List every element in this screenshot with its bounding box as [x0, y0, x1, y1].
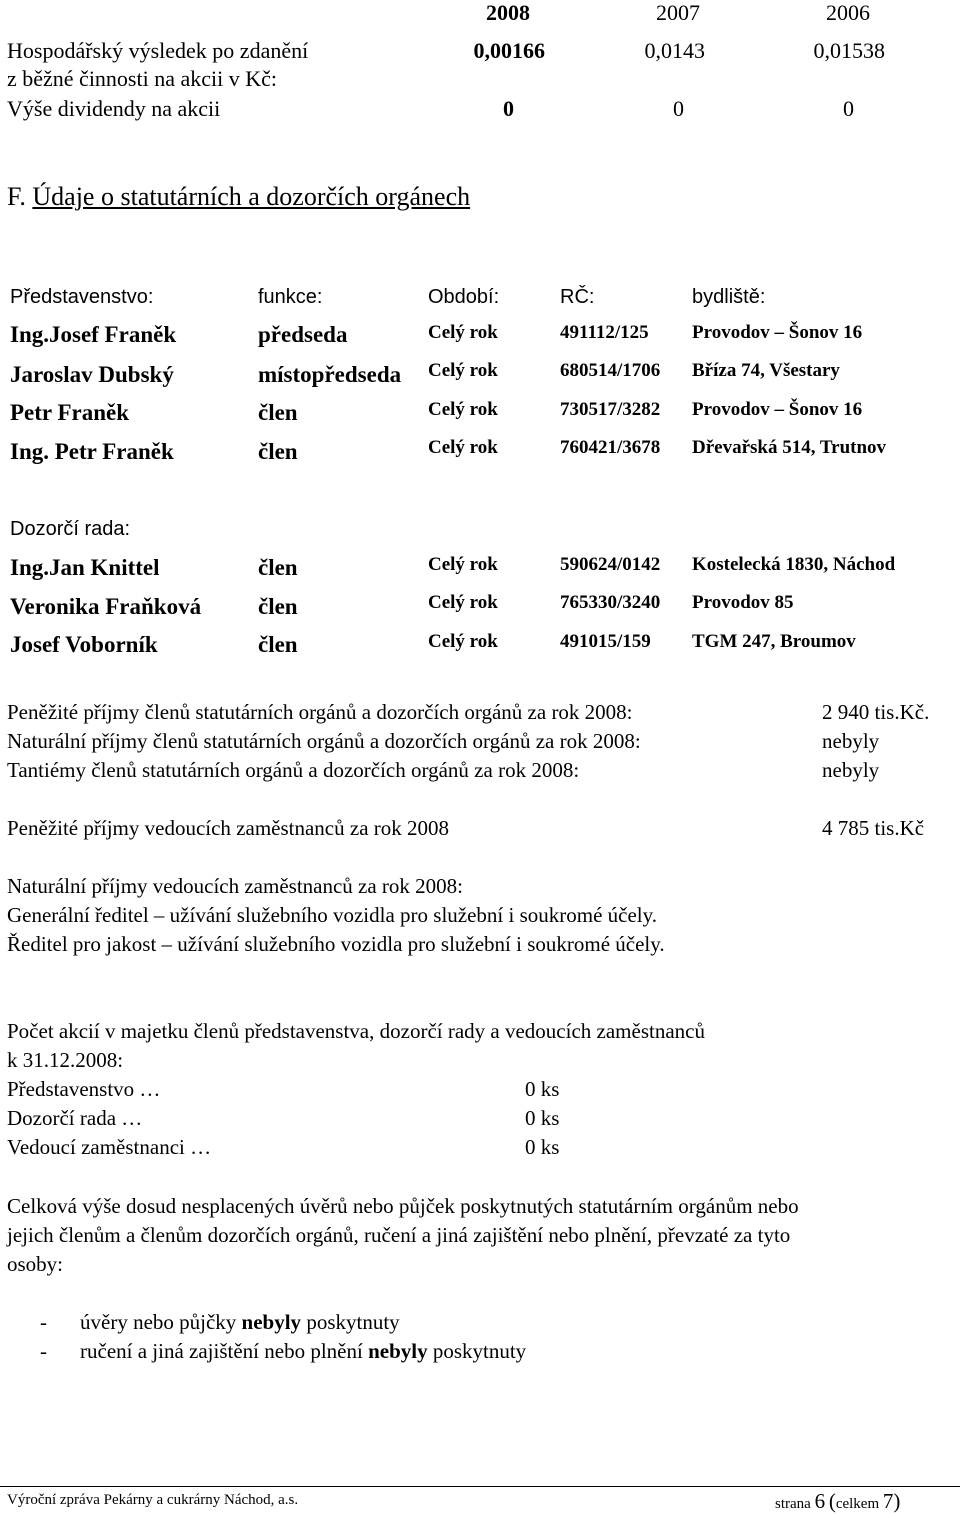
- shares-label: Představenstvo …: [7, 1077, 161, 1101]
- bullet-text: [80, 1339, 526, 1364]
- natural-income-line: Generální ředitel – užívání služebního vozidla pro služební i soukromé účely.: [7, 903, 658, 927]
- member-role: místopředseda: [258, 362, 402, 387]
- income-label: Naturální příjmy členů statutárních orgánů a dozorčích orgánů za rok 2008:: [7, 729, 641, 753]
- member-name: Petr Franěk: [10, 400, 130, 425]
- bullet-text-pre: úvěry nebo půjčky: [80, 1310, 242, 1334]
- shares-value: 0 ks: [525, 1106, 560, 1130]
- footer-title: Výroční zpráva Pekárny a cukrárny Náchod, a.s.: [7, 1492, 299, 1508]
- board-col-period: Období:: [428, 286, 500, 308]
- member-name: Ing. Petr Franěk: [10, 439, 174, 464]
- shares-value: 0 ks: [525, 1135, 560, 1159]
- footer-paren-open: (: [828, 1489, 836, 1513]
- member-address: Kostelecká 1830, Náchod: [692, 554, 896, 575]
- board-col-address: bydliště:: [692, 286, 766, 308]
- member-rc: 765330/3240: [560, 592, 661, 613]
- member-period: Celý rok: [428, 592, 498, 613]
- bullet-text: [80, 1310, 400, 1335]
- footer-total-pages: 7: [882, 1489, 894, 1513]
- shares-intro-line1: Počet akcií v majetku členů představenstva, dozorčí rady a vedoucích zaměstnanců: [7, 1019, 705, 1043]
- member-period: Celý rok: [428, 399, 498, 420]
- section-f-prefix: F.: [7, 182, 26, 211]
- member-address: Provodov 85: [692, 592, 794, 613]
- member-rc: 491015/159: [560, 631, 651, 652]
- shares-intro-line2: k 31.12.2008:: [7, 1048, 124, 1072]
- shares-label: Vedoucí zaměstnanci …: [7, 1135, 212, 1159]
- bullet-text-bold: nebyly: [368, 1339, 428, 1363]
- member-role: člen: [258, 439, 298, 464]
- row-label-profit-line2: z běžné činnosti na akcii v Kč:: [7, 66, 278, 91]
- member-address: TGM 247, Broumov: [692, 631, 856, 652]
- member-rc: 680514/1706: [560, 360, 661, 381]
- profit-2008: 0,00166: [473, 38, 545, 63]
- profit-2006: 0,01538: [813, 38, 885, 63]
- member-name: Jaroslav Dubský: [10, 362, 174, 387]
- member-address: Provodov – Šonov 16: [692, 322, 863, 343]
- footer-paren-close: ): [893, 1489, 901, 1513]
- year-header-2007: 2007: [656, 0, 700, 25]
- income-label: Peněžité příjmy vedoucích zaměstnanců za rok 2008: [7, 816, 450, 840]
- footer-divider: [0, 1486, 960, 1487]
- supervisory-heading: Dozorčí rada:: [10, 518, 131, 540]
- member-period: Celý rok: [428, 360, 498, 381]
- member-period: Celý rok: [428, 437, 498, 458]
- member-name: Veronika Fraňková: [10, 594, 202, 619]
- bullet-dash: -: [40, 1310, 47, 1334]
- bullet-text-pre: ručení a jiná zajištění nebo plnění: [80, 1339, 369, 1363]
- natural-income-heading: Naturální příjmy vedoucích zaměstnanců za rok 2008:: [7, 874, 464, 898]
- member-rc: 760421/3678: [560, 437, 661, 458]
- income-label: Tantiémy členů statutárních orgánů a dozorčích orgánů za rok 2008:: [7, 758, 580, 782]
- member-period: Celý rok: [428, 322, 498, 343]
- dividend-2007: 0: [673, 96, 684, 121]
- member-address: Provodov – Šonov 16: [692, 399, 863, 420]
- profit-2007: 0,0143: [644, 38, 705, 63]
- member-rc: 491112/125: [560, 322, 649, 343]
- loans-text-line: jejich členům a členům dozorčích orgánů, ručení a jiná zajištění nebo plnění, převzaté za tyto: [7, 1223, 791, 1247]
- loans-text-line: osoby:: [7, 1252, 64, 1276]
- bullet-dash: -: [40, 1339, 47, 1363]
- income-value: 2 940 tis.Kč.: [822, 700, 930, 724]
- member-name: Ing.Josef Franěk: [10, 322, 177, 347]
- dividend-2008: 0: [503, 96, 514, 121]
- member-role: předseda: [258, 322, 348, 347]
- member-rc: 730517/3282: [560, 399, 661, 420]
- shares-label: Dozorčí rada …: [7, 1106, 143, 1130]
- year-header-2008: 2008: [486, 0, 530, 25]
- member-period: Celý rok: [428, 554, 498, 575]
- section-f-title: Údaje o statutárních a dozorčích orgánech: [32, 182, 471, 211]
- income-value: 4 785 tis.Kč: [822, 816, 925, 840]
- member-role: člen: [258, 555, 298, 580]
- member-name: Ing.Jan Knittel: [10, 555, 160, 580]
- member-period: Celý rok: [428, 631, 498, 652]
- income-value: nebyly: [822, 729, 880, 753]
- member-rc: 590624/0142: [560, 554, 661, 575]
- bullet-text-post: poskytnuty: [301, 1310, 400, 1334]
- income-label: Peněžité příjmy členů statutárních orgánů a dozorčích orgánů za rok 2008:: [7, 700, 633, 724]
- footer-page-number: 6: [814, 1489, 826, 1513]
- member-role: člen: [258, 632, 298, 657]
- board-col-rc: RČ:: [560, 286, 595, 308]
- dividend-2006: 0: [843, 96, 854, 121]
- bullet-text-bold: nebyly: [241, 1310, 302, 1334]
- footer-page-prefix: strana: [775, 1496, 815, 1512]
- footer-total-label: celkem: [835, 1496, 880, 1512]
- member-role: člen: [258, 594, 298, 619]
- natural-income-line: Ředitel pro jakost – užívání služebního vozidla pro služební i soukromé účely.: [7, 932, 665, 956]
- bullet-text-post: poskytnuty: [427, 1339, 527, 1363]
- member-address: Dřevařská 514, Trutnov: [692, 437, 887, 458]
- member-role: člen: [258, 400, 298, 425]
- section-f-heading: [7, 182, 470, 212]
- row-label-profit-line1: Hospodářský výsledek po zdanění: [7, 38, 309, 63]
- member-name: Josef Voborník: [10, 632, 158, 657]
- footer-page-info: [775, 1489, 900, 1514]
- member-address: Bříza 74, Všestary: [692, 360, 840, 381]
- board-col-role: funkce:: [258, 286, 323, 308]
- row-label-dividend: Výše dividendy na akcii: [7, 96, 221, 121]
- shares-value: 0 ks: [525, 1077, 560, 1101]
- income-value: nebyly: [822, 758, 880, 782]
- board-heading: Představenstvo:: [10, 286, 154, 308]
- year-header-2006: 2006: [826, 0, 870, 25]
- loans-text-line: Celková výše dosud nesplacených úvěrů nebo půjček poskytnutých statutárním orgánům nebo: [7, 1194, 799, 1218]
